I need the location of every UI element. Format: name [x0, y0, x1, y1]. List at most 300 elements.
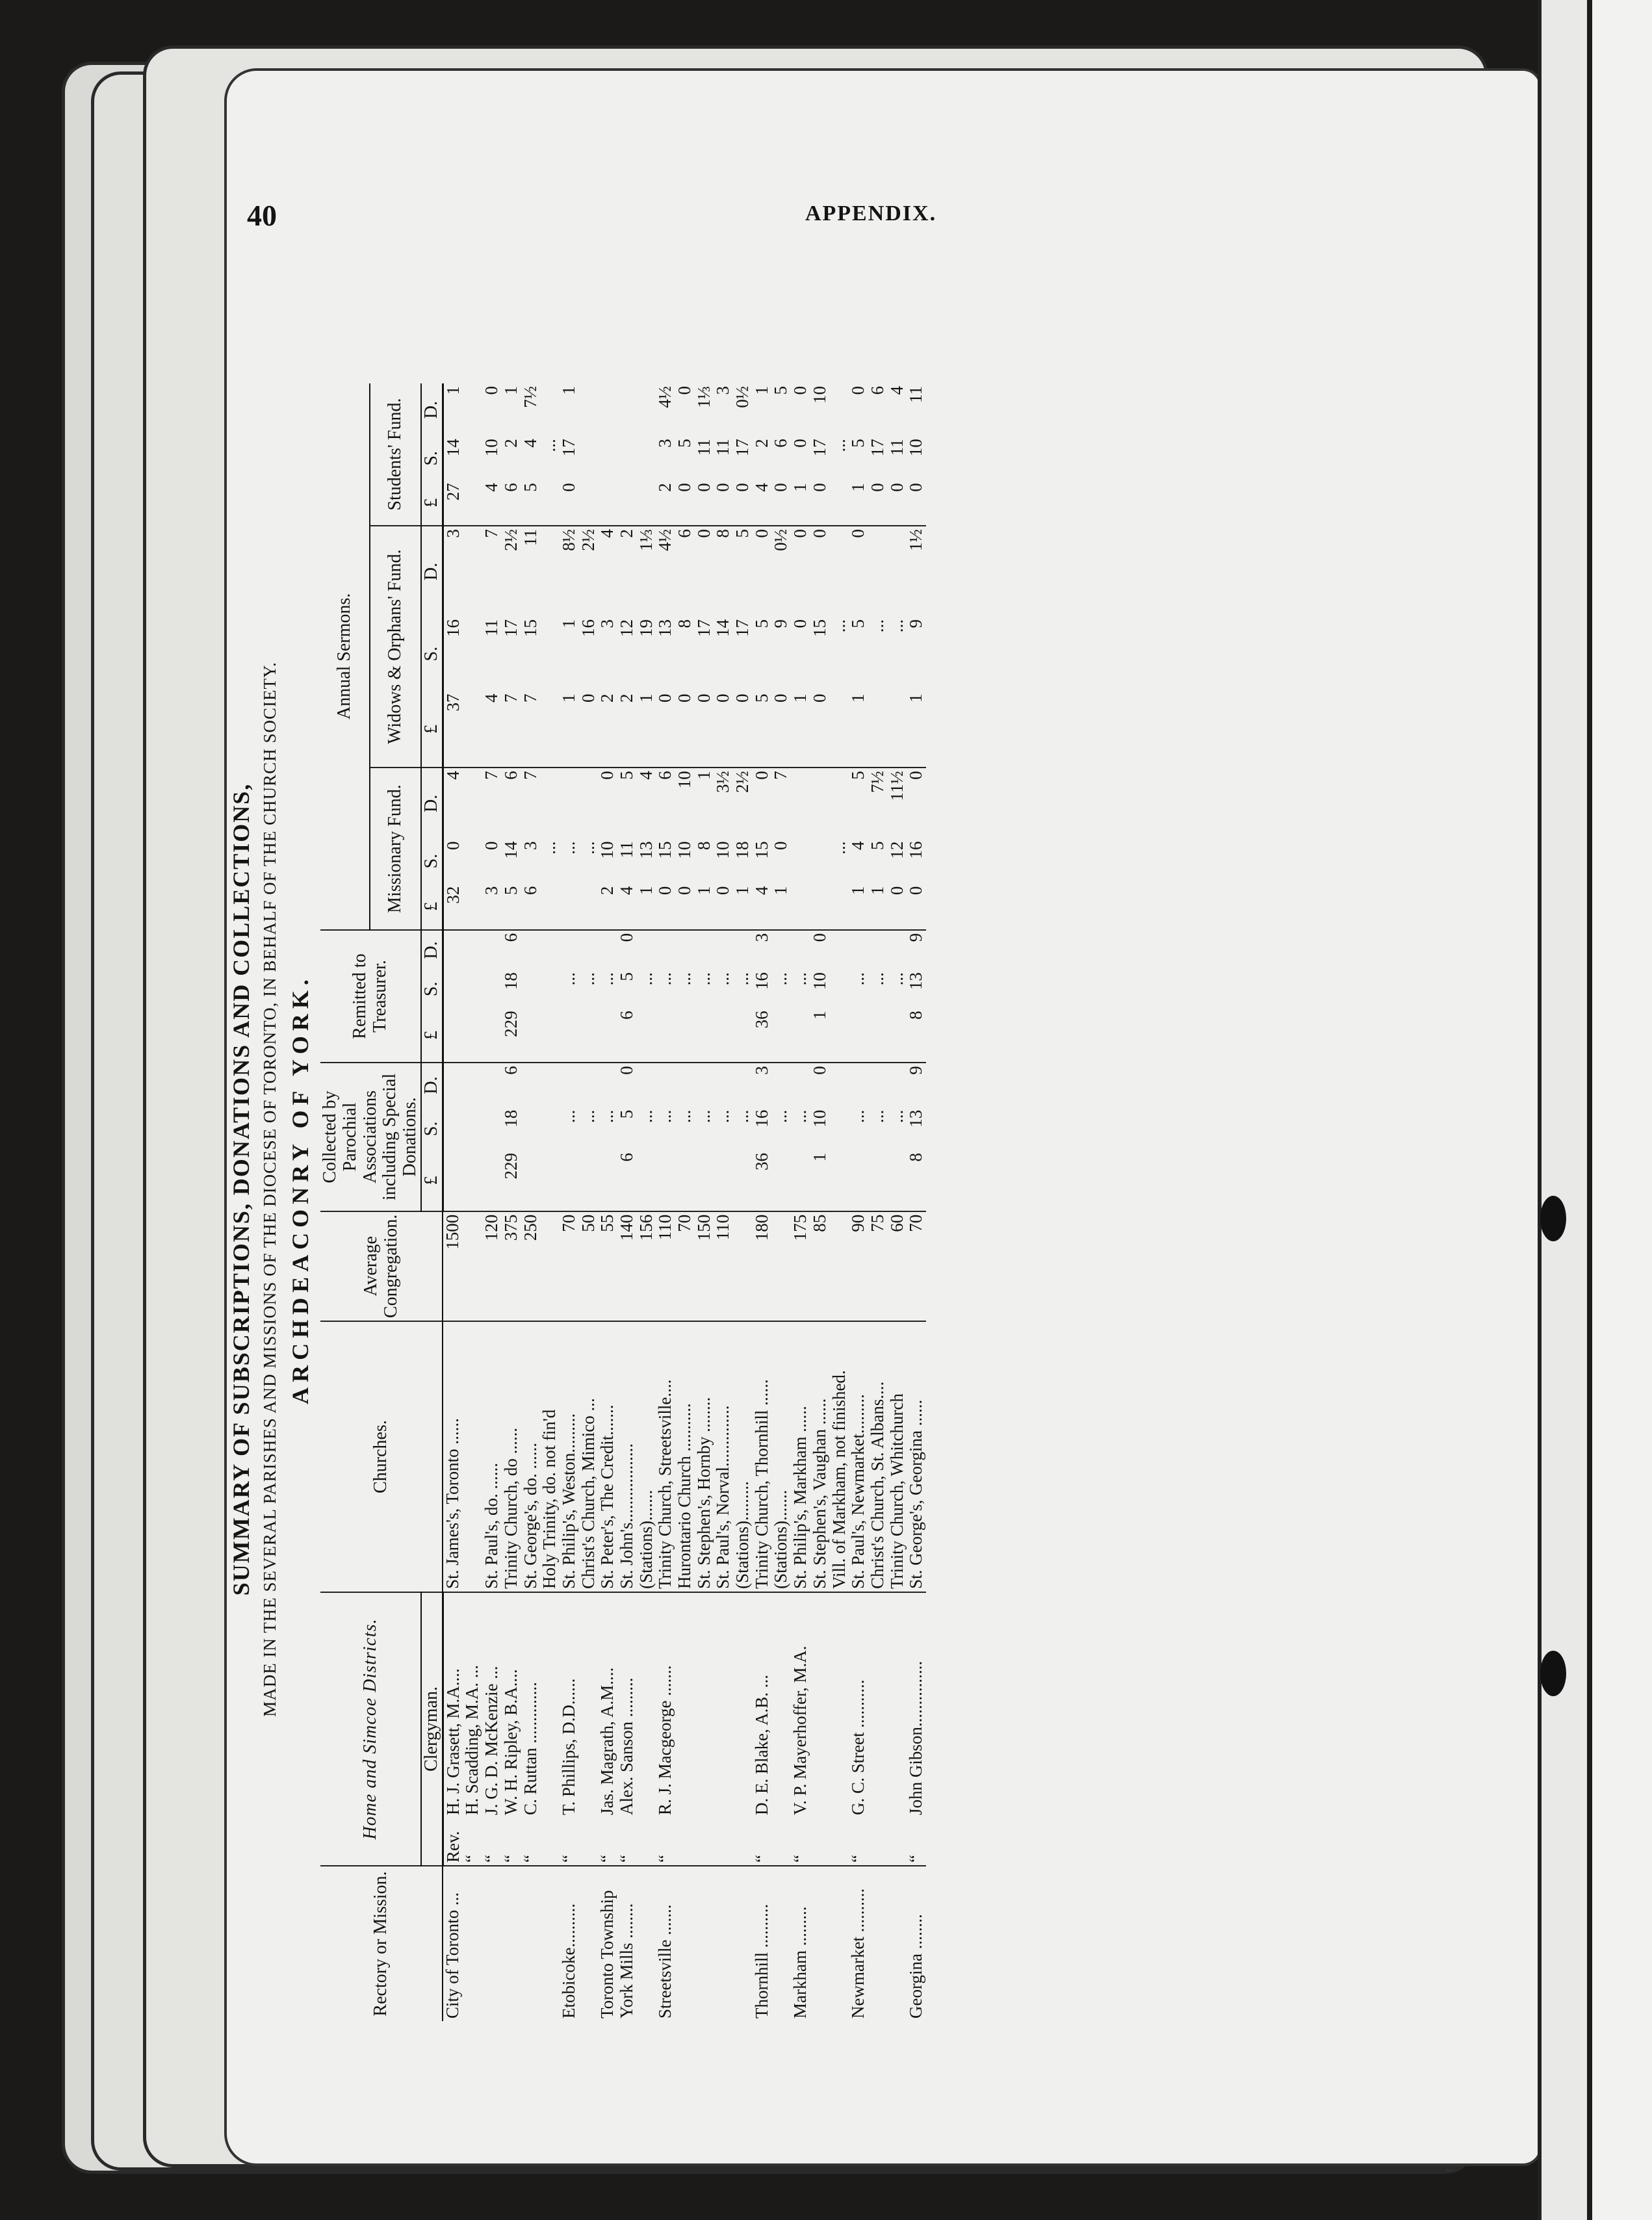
table-row	[482, 383, 502, 2021]
wid-amount-cell: 2½	[578, 529, 598, 551]
table-row	[540, 383, 560, 2021]
rem-amount-cell: 1	[810, 1008, 830, 1063]
mis-amount-cell	[791, 768, 810, 838]
col-amount-cell	[560, 1063, 579, 1107]
rem-amount-cell: ...	[713, 972, 733, 986]
clergy-title-cell	[830, 1818, 849, 1866]
clergy-title-cell: Rev.	[443, 1818, 463, 1866]
col-amount-cell: 6	[500, 1066, 521, 1075]
rem-amount-cell: ...	[886, 972, 907, 986]
wid-amount-cell: 0	[695, 691, 714, 768]
clergy-title-cell	[868, 1818, 888, 1866]
rem-amount-cell	[830, 1008, 849, 1063]
summary-title: SUMMARY OF SUBSCRIPTIONS, DONATIONS AND COLLECTIONS,	[228, 782, 254, 1596]
clergyman-cell	[810, 1592, 830, 1818]
stu-amount-cell: 0	[771, 480, 791, 526]
stu-amount-cell	[598, 436, 617, 480]
col-amount-cell	[733, 1063, 753, 1107]
mis-amount-cell: 7	[771, 771, 791, 780]
congregation-cell: 1500	[443, 1211, 463, 1321]
stu-amount-cell: 17	[732, 439, 753, 457]
mis-amount-cell: 10	[675, 841, 695, 859]
rem-amount-cell: 3	[751, 933, 771, 942]
rem-amount-cell	[791, 930, 810, 970]
col-amount-cell: ...	[558, 1109, 578, 1124]
clergy-title-cell: “	[753, 1818, 772, 1866]
col-amount-cell	[598, 1063, 617, 1107]
col-amount-cell	[540, 1107, 560, 1150]
col-amount-cell: 0	[809, 1066, 829, 1075]
mis-amount-cell: 1	[849, 884, 868, 930]
stu-amount-cell	[463, 480, 482, 526]
col-amount-cell	[791, 1150, 810, 1211]
stu-amount-cell: 0	[695, 480, 714, 526]
ink-blot	[1540, 1196, 1566, 1241]
wid-amount-cell: 14	[713, 619, 733, 637]
congregation-cell	[733, 1211, 753, 1321]
stu-amount-cell: ...	[829, 439, 849, 452]
stu-amount-cell	[637, 436, 656, 480]
wid-amount-cell: 1	[558, 619, 578, 628]
mis-amount-cell: 3½	[713, 771, 733, 793]
wid-amount-cell: 0	[714, 691, 733, 768]
rem-amount-cell: ...	[655, 972, 675, 986]
mis-amount-cell: 4	[617, 884, 637, 930]
col-amount-cell: ...	[636, 1109, 656, 1124]
col-amount-cell	[656, 1063, 675, 1107]
rectory-cell	[695, 1866, 714, 2021]
clergy-title-cell	[888, 1818, 907, 1866]
rem-amount-cell	[830, 970, 849, 1008]
stu-amount-cell: 11	[906, 386, 926, 403]
rem-amount-cell	[598, 1008, 617, 1063]
rem-amount-cell	[540, 930, 560, 970]
wid-amount-cell: 0	[675, 691, 695, 768]
mis-amount-cell	[791, 884, 810, 930]
clergyman-cell: Alex. Sanson .........	[616, 1677, 636, 1815]
rectory-cell: Thornhill ..........	[751, 1904, 771, 2019]
wid-amount-cell: 37	[443, 691, 463, 768]
church-cell: St. George's, Georgina ......	[907, 1321, 926, 1592]
stu-amount-cell	[637, 383, 656, 436]
mis-amount-cell: 13	[636, 841, 656, 859]
stu-amount-cell: 17	[867, 439, 887, 457]
clergy-title-cell: “	[463, 1818, 482, 1866]
clergy-title-cell	[675, 1818, 695, 1866]
church-cell: St. Peter's, The Credit.......	[598, 1321, 617, 1592]
rem-amount-cell	[695, 930, 714, 970]
stu-amount-cell	[830, 383, 849, 436]
table-row	[907, 383, 926, 2021]
mis-amount-cell: 7½	[867, 771, 887, 793]
rem-amount-cell	[714, 930, 733, 970]
clergy-title-cell: “	[502, 1818, 521, 1866]
wid-amount-cell: 0	[751, 529, 771, 538]
wid-amount-cell: 2½	[500, 529, 521, 551]
stu-amount-cell: 14	[443, 439, 463, 457]
church-cell: St. George's, do. ......	[521, 1321, 541, 1592]
stu-amount-cell	[579, 436, 599, 480]
mis-amount-cell: 2	[598, 884, 617, 930]
col-amount-cell	[482, 1107, 502, 1150]
wid-amount-cell: 19	[636, 619, 656, 637]
mis-amount-cell	[463, 838, 482, 883]
clergy-title-cell: “	[482, 1818, 502, 1866]
facing-page-edge	[1538, 0, 1652, 2220]
mis-amount-cell: 15	[751, 841, 771, 859]
col-amount-cell	[443, 1107, 463, 1150]
mis-amount-cell: 0	[714, 884, 733, 930]
mis-amount-cell: 0	[443, 841, 463, 850]
col-shillings: S.	[421, 617, 443, 691]
clergyman-cell: H. J. Grasett, M.A....	[443, 1668, 463, 1815]
wid-amount-cell: 2	[598, 691, 617, 768]
rem-amount-cell	[733, 1008, 753, 1063]
clergyman-cell	[540, 1592, 560, 1818]
rem-amount-cell	[443, 970, 463, 1008]
mis-amount-cell: 32	[443, 884, 463, 930]
wid-amount-cell: 8	[675, 619, 695, 628]
rem-amount-cell	[888, 1008, 907, 1063]
clergyman-cell: W. H. Ripley, B.A....	[500, 1669, 521, 1815]
rem-amount-cell	[579, 930, 599, 970]
rem-amount-cell	[560, 930, 579, 970]
table-row	[888, 383, 907, 2021]
stu-amount-cell: 17	[558, 439, 578, 457]
clergy-title-cell: “	[598, 1818, 617, 1866]
rem-amount-cell	[656, 1008, 675, 1063]
wid-amount-cell: 7	[482, 529, 502, 538]
clergy-title-cell	[637, 1818, 656, 1866]
rem-amount-cell	[521, 1008, 541, 1063]
church-cell: (Stations).........	[733, 1321, 753, 1592]
clergy-title-cell	[810, 1818, 830, 1866]
col-shillings: S.	[421, 838, 443, 883]
wid-amount-cell: 0	[790, 529, 810, 538]
wid-amount-cell: 0	[848, 529, 868, 538]
col-amount-cell	[540, 1150, 560, 1211]
clergy-title-cell: “	[656, 1818, 675, 1866]
rectory-cell	[810, 1866, 830, 2021]
table-row	[560, 383, 579, 2021]
rectory-cell	[888, 1866, 907, 2021]
stu-amount-cell: 0	[810, 480, 830, 526]
col-shillings: S.	[421, 436, 443, 480]
congregation-cell: 175	[791, 1211, 810, 1321]
congregation-cell: 150	[695, 1211, 714, 1321]
stu-amount-cell: 0	[675, 386, 695, 395]
stu-amount-cell: 4	[886, 386, 907, 395]
church-cell	[463, 1321, 482, 1592]
rem-amount-cell	[482, 1008, 502, 1063]
col-pounds: £	[421, 480, 443, 526]
gutter-line	[1587, 0, 1592, 2220]
rectory-cell	[482, 1866, 502, 2021]
stu-amount-cell: 0	[482, 386, 502, 395]
rectory-cell: Streetsville .......	[655, 1904, 675, 2019]
stu-amount-cell: 11	[886, 439, 907, 456]
church-cell: St. Paul's, Newmarket.........	[849, 1321, 868, 1592]
wid-amount-cell: 1	[849, 691, 868, 768]
mis-amount-cell: 0	[888, 884, 907, 930]
rectory-cell	[521, 1866, 541, 2021]
church-cell: Holy Trinity, do. not fin'd	[540, 1321, 560, 1592]
wid-amount-cell: 17	[732, 619, 753, 637]
stu-amount-cell: 1	[443, 386, 463, 395]
ink-blot	[1540, 1651, 1566, 1696]
col-amount-cell	[443, 1063, 463, 1107]
rem-amount-cell	[463, 970, 482, 1008]
rectory-cell: Georgina ........	[906, 1914, 926, 2019]
stu-amount-cell: 0	[790, 386, 810, 395]
stu-amount-cell	[637, 480, 656, 526]
rem-amount-cell: ...	[636, 972, 656, 986]
col-amount-cell	[675, 1063, 695, 1107]
clergyman-cell: John Gibson...............	[906, 1660, 926, 1815]
rem-amount-cell	[463, 1008, 482, 1063]
mis-amount-cell	[791, 838, 810, 883]
mis-amount-cell: 0	[906, 771, 926, 780]
rem-amount-cell	[830, 930, 849, 970]
rem-amount-cell	[656, 930, 675, 970]
stu-amount-cell: 0½	[732, 386, 753, 408]
mis-amount-cell: 0	[751, 771, 771, 780]
rem-amount-cell	[637, 930, 656, 970]
stu-amount-cell: 2	[500, 439, 521, 448]
stu-amount-cell	[463, 383, 482, 436]
clergyman-cell	[714, 1592, 733, 1818]
clergyman-cell: J. G. D. McKenzie ...	[482, 1666, 502, 1815]
wid-amount-cell: 4	[597, 529, 617, 538]
rectory-cell	[579, 1866, 599, 2021]
church-cell: St. James's, Toronto ......	[443, 1321, 463, 1592]
mis-amount-cell	[830, 768, 849, 838]
rem-amount-cell	[733, 930, 753, 970]
rem-amount-cell: 6	[617, 1008, 637, 1063]
rectory-cell: Toronto Township	[597, 1890, 617, 2019]
rem-amount-cell	[560, 1008, 579, 1063]
mis-amount-cell: 4	[636, 771, 656, 780]
wid-amount-cell: ...	[867, 619, 887, 633]
wid-amount-cell: 0½	[771, 529, 791, 551]
mis-amount-cell: 10	[597, 841, 617, 859]
clergyman-cell: H. Scadding, M.A. ...	[462, 1664, 482, 1815]
mis-amount-cell: 5	[848, 771, 868, 780]
col-collected: Collected by Parochial Associations including Special Donations.	[320, 1063, 421, 1211]
table-row	[695, 383, 714, 2021]
wid-amount-cell: 0	[656, 691, 675, 768]
col-amount-cell: ...	[655, 1109, 675, 1124]
wid-amount-cell: 16	[443, 619, 463, 637]
rem-amount-cell: ...	[848, 972, 868, 986]
stu-amount-cell: 27	[443, 480, 463, 526]
congregation-cell: 250	[521, 1211, 541, 1321]
mis-amount-cell	[579, 768, 599, 838]
wid-amount-cell: 1	[637, 691, 656, 768]
col-amount-cell: 229	[502, 1150, 521, 1211]
stu-amount-cell: 0	[848, 386, 868, 395]
congregation-cell: 70	[675, 1211, 695, 1321]
rem-amount-cell	[771, 930, 791, 970]
col-amount-cell	[830, 1107, 849, 1150]
col-amount-cell	[849, 1063, 868, 1107]
clergyman-cell	[579, 1592, 599, 1818]
clergyman-cell: Jas. Magrath, A.M....	[597, 1667, 617, 1815]
mis-amount-cell: 0	[907, 884, 926, 930]
stu-amount-cell: 17	[809, 439, 829, 457]
mis-amount-cell: 3	[482, 884, 502, 930]
col-amount-cell	[482, 1063, 502, 1107]
mis-amount-cell	[560, 768, 579, 838]
wid-amount-cell: 12	[616, 619, 636, 637]
church-cell: St. Paul's, do. ......	[482, 1321, 502, 1592]
wid-amount-cell: 0	[809, 529, 829, 538]
col-amount-cell: 9	[906, 1066, 926, 1075]
table-row	[463, 383, 482, 2021]
wid-amount-cell: 0	[810, 691, 830, 768]
rem-amount-cell	[443, 1008, 463, 1063]
col-amount-cell	[675, 1150, 695, 1211]
col-amount-cell	[579, 1063, 599, 1107]
col-amount-cell	[637, 1063, 656, 1107]
stu-amount-cell	[463, 436, 482, 480]
wid-amount-cell: 1	[791, 691, 810, 768]
col-amount-cell	[868, 1063, 888, 1107]
col-pence: D.	[421, 383, 443, 436]
clergyman-cell: G. C. Street ...........	[848, 1679, 868, 1815]
rem-amount-cell	[868, 1008, 888, 1063]
wid-amount-cell	[830, 691, 849, 768]
col-amount-cell: ...	[713, 1109, 733, 1124]
clergyman-cell	[695, 1592, 714, 1818]
church-cell: Trinity Church, Thornhill ......	[753, 1321, 772, 1592]
rem-amount-cell: 5	[616, 972, 636, 981]
rem-amount-cell	[637, 1008, 656, 1063]
mis-amount-cell: 8	[693, 841, 714, 850]
rem-amount-cell	[598, 930, 617, 970]
table-row	[830, 383, 849, 2021]
col-amount-cell: ...	[693, 1109, 714, 1124]
table-row	[714, 383, 733, 2021]
wid-amount-cell: 5	[848, 619, 868, 628]
rem-amount-cell: 16	[751, 972, 771, 990]
mis-amount-cell: ...	[578, 841, 598, 855]
summary-subtitle: MADE IN THE SEVERAL PARISHES AND MISSIONS OF THE DIOCESE OF TORONTO, IN BEHALF OF THE CHURCH SOCIETY.	[260, 662, 279, 1717]
stu-amount-cell	[617, 480, 637, 526]
stu-amount-cell: 1	[558, 386, 578, 395]
subscription-table	[320, 383, 926, 2021]
rem-amount-cell	[463, 930, 482, 970]
rem-amount-cell	[868, 930, 888, 970]
wid-amount-cell	[540, 691, 560, 768]
wid-amount-cell: 1⅓	[636, 529, 656, 551]
mis-amount-cell: 1	[637, 884, 656, 930]
mis-amount-cell: 1	[733, 884, 753, 930]
church-cell: St. Stephen's, Hornby ........	[695, 1321, 714, 1592]
rem-amount-cell: ...	[771, 972, 791, 986]
wid-amount-cell	[463, 617, 482, 691]
clergy-title-cell: “	[617, 1818, 637, 1866]
wid-amount-cell: 0	[733, 691, 753, 768]
stu-amount-cell	[579, 480, 599, 526]
mis-amount-cell: 7	[520, 771, 540, 780]
wid-amount-cell	[830, 526, 849, 617]
rectory-cell: Newmarket ..........	[848, 1888, 868, 2019]
clergy-title-cell	[714, 1818, 733, 1866]
stu-amount-cell: ...	[539, 439, 560, 452]
wid-amount-cell	[463, 691, 482, 768]
mis-amount-cell: 14	[500, 841, 521, 859]
clergyman-cell	[830, 1592, 849, 1818]
rem-amount-cell	[849, 1008, 868, 1063]
rem-amount-cell	[521, 970, 541, 1008]
table-row	[675, 383, 695, 2021]
mis-amount-cell: 11½	[886, 771, 907, 801]
church-cell: Christ's Church, Mimico ...	[579, 1321, 599, 1592]
church-cell: Trinity Church, do ......	[502, 1321, 521, 1592]
mis-amount-cell: 1	[693, 771, 714, 780]
mis-amount-cell	[560, 884, 579, 930]
mis-amount-cell	[540, 884, 560, 930]
congregation-cell: 70	[907, 1211, 926, 1321]
stu-amount-cell: 7½	[520, 386, 540, 408]
col-amount-cell	[579, 1150, 599, 1211]
col-amount-cell	[830, 1063, 849, 1107]
rectory-cell	[502, 1866, 521, 2021]
col-amount-cell	[598, 1150, 617, 1211]
church-cell: (Stations).......	[637, 1321, 656, 1592]
stu-amount-cell: 2	[751, 439, 771, 448]
col-amount-cell	[463, 1150, 482, 1211]
col-pence: D.	[421, 930, 443, 970]
table-row	[733, 383, 753, 2021]
congregation-cell: 120	[482, 1211, 502, 1321]
clergyman-cell: R. J. Macgeorge .......	[655, 1665, 675, 1815]
clergy-title-cell: “	[907, 1818, 926, 1866]
col-pence: D.	[421, 1063, 443, 1107]
congregation-cell: 375	[502, 1211, 521, 1321]
col-pounds: £	[421, 884, 443, 930]
rem-amount-cell	[521, 930, 541, 970]
wid-amount-cell: 17	[693, 619, 714, 637]
stu-amount-cell	[598, 480, 617, 526]
table-row	[598, 383, 617, 2021]
col-pounds: £	[421, 1008, 443, 1063]
stu-amount-cell: 11	[693, 439, 714, 456]
table-row	[617, 383, 637, 2021]
stu-amount-cell: 1	[791, 480, 810, 526]
rem-amount-cell	[695, 1008, 714, 1063]
congregation-cell	[540, 1211, 560, 1321]
col-amount-cell	[733, 1150, 753, 1211]
mis-amount-cell: 12	[886, 841, 907, 859]
wid-amount-cell: 1	[560, 691, 579, 768]
stu-amount-cell: 1	[849, 480, 868, 526]
col-amount-cell: ...	[732, 1109, 753, 1124]
congregation-cell: 110	[714, 1211, 733, 1321]
mis-amount-cell	[463, 884, 482, 930]
wid-amount-cell: 7	[521, 691, 541, 768]
rem-amount-cell	[675, 930, 695, 970]
mis-amount-cell: 1	[771, 884, 791, 930]
col-avg-congregation: Average Congregation.	[320, 1211, 443, 1321]
col-amount-cell: ...	[848, 1109, 868, 1124]
congregation-cell	[830, 1211, 849, 1321]
rem-amount-cell	[771, 1008, 791, 1063]
mis-amount-cell	[540, 768, 560, 838]
wid-amount-cell: 0	[771, 691, 791, 768]
rectory-cell: Markham .........	[790, 1906, 810, 2019]
